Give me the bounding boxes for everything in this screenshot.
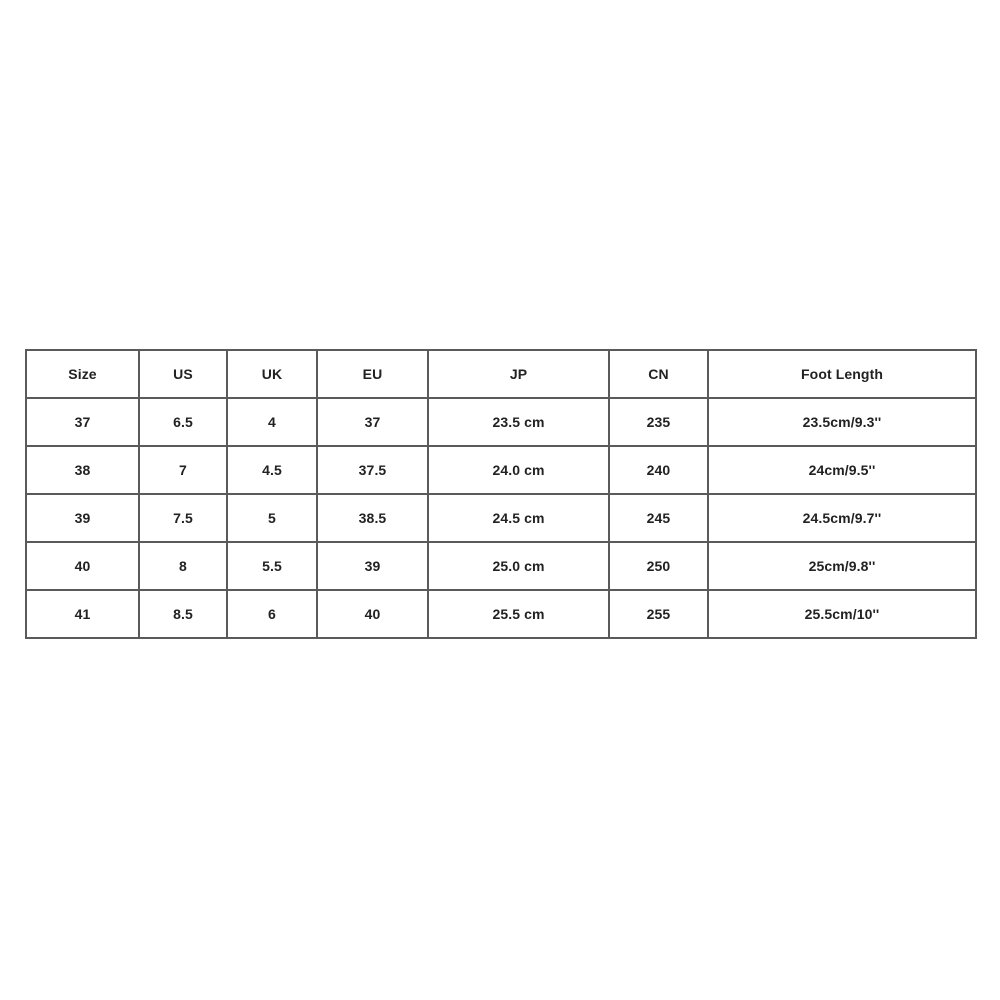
- table-row: [26, 542, 976, 590]
- cell-size: 38: [26, 446, 139, 494]
- cell-jp: 25.0 cm: [428, 542, 609, 590]
- header-eu: EU: [317, 350, 428, 398]
- header-jp: JP: [428, 350, 609, 398]
- cell-eu: 38.5: [317, 494, 428, 542]
- cell-foot-length: 23.5cm/9.3'': [708, 398, 976, 446]
- cell-foot-length: 25.5cm/10'': [708, 590, 976, 638]
- cell-cn: 250: [609, 542, 708, 590]
- table-row: [26, 398, 976, 446]
- table-row: [26, 494, 976, 542]
- cell-us: 8.5: [139, 590, 227, 638]
- cell-size: 41: [26, 590, 139, 638]
- table-header-row: [26, 350, 976, 398]
- size-chart-table: [25, 349, 977, 639]
- cell-eu: 37.5: [317, 446, 428, 494]
- cell-eu: 40: [317, 590, 428, 638]
- cell-cn: 240: [609, 446, 708, 494]
- header-us: US: [139, 350, 227, 398]
- table-row: [26, 446, 976, 494]
- cell-uk: 4.5: [227, 446, 317, 494]
- cell-size: 40: [26, 542, 139, 590]
- cell-us: 6.5: [139, 398, 227, 446]
- cell-cn: 255: [609, 590, 708, 638]
- cell-jp: 24.0 cm: [428, 446, 609, 494]
- cell-size: 37: [26, 398, 139, 446]
- cell-cn: 235: [609, 398, 708, 446]
- cell-jp: 23.5 cm: [428, 398, 609, 446]
- cell-jp: 24.5 cm: [428, 494, 609, 542]
- cell-eu: 39: [317, 542, 428, 590]
- cell-foot-length: 25cm/9.8'': [708, 542, 976, 590]
- cell-us: 8: [139, 542, 227, 590]
- table-row: [26, 590, 976, 638]
- cell-uk: 6: [227, 590, 317, 638]
- header-cn: CN: [609, 350, 708, 398]
- cell-us: 7: [139, 446, 227, 494]
- cell-uk: 4: [227, 398, 317, 446]
- cell-jp: 25.5 cm: [428, 590, 609, 638]
- cell-uk: 5.5: [227, 542, 317, 590]
- cell-foot-length: 24.5cm/9.7'': [708, 494, 976, 542]
- cell-eu: 37: [317, 398, 428, 446]
- header-uk: UK: [227, 350, 317, 398]
- cell-cn: 245: [609, 494, 708, 542]
- header-foot-length: Foot Length: [708, 350, 976, 398]
- cell-uk: 5: [227, 494, 317, 542]
- cell-foot-length: 24cm/9.5'': [708, 446, 976, 494]
- cell-us: 7.5: [139, 494, 227, 542]
- header-size: Size: [26, 350, 139, 398]
- cell-size: 39: [26, 494, 139, 542]
